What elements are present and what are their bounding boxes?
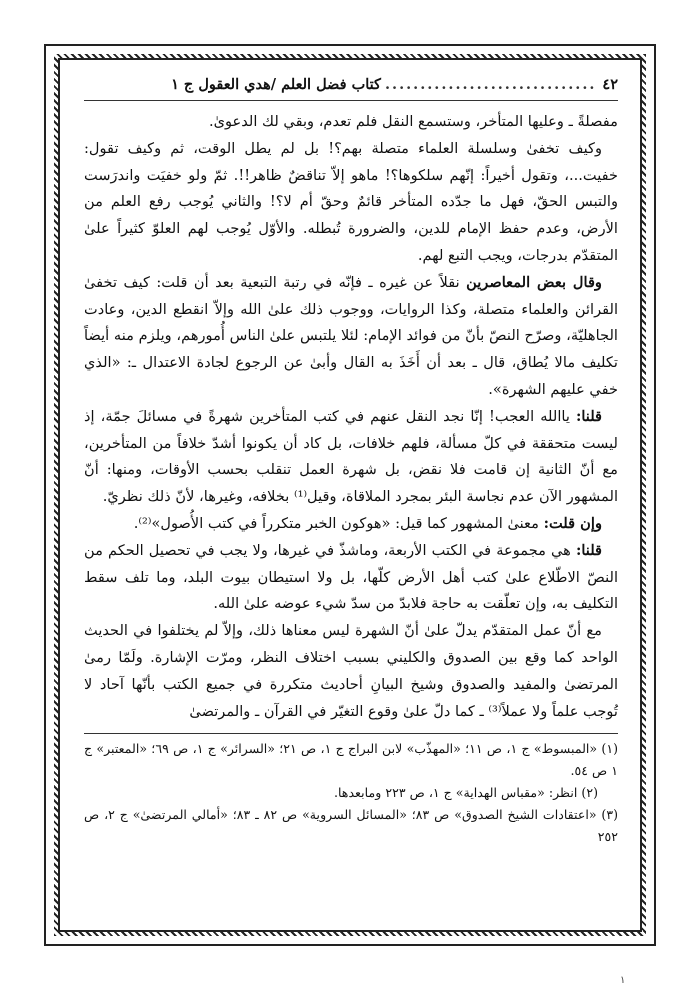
paragraph-4-lead: قلنا:: [575, 407, 602, 425]
footnote-2: (٢) انظر: «مقباس الهداية» ج ١، ص ٢٢٣ ومابعدها.: [333, 785, 598, 801]
paragraph-3: [84, 270, 618, 404]
footnote-3: (٣) «اعتقادات الشيخ الصدوق» ص ٨٣؛ «المسائل السروية» ص ٨٢ ـ ٨٣؛ «أمالي المرتضىٰ» ج ٢، ص ٢٥٢: [84, 807, 618, 845]
page-content: [84, 76, 618, 916]
footnotes: [84, 738, 618, 848]
paragraph-5-lead: وإن قلت:: [543, 514, 602, 532]
footnote-separator: [84, 733, 618, 734]
paragraph-6-lead: قلنا:: [575, 541, 602, 559]
paragraph-5: [84, 511, 618, 538]
book-title: كتاب فضل العلم /هدي العقول ج ١: [171, 76, 381, 93]
paragraph-3-text: نقلاً عن غيره ـ فإنّه في رتبة التبعية بعد أن قلت: كيف تخفىٰ القرائن والعلماء متصلة، وكذا الروايات، ووجوب ذلك علىٰ الله وإلاّ انقطع الدين، وعادت الجاهليّة، وصرّح النصّ بأنّ من فوائد الإمام: لئلا يلتبس علىٰ الناس أُمورهم، ويلزم منه أيضاً تكليف مالا يُطاق، قال ـ بعد أن أَخَذَ به القال وأبىٰ عن الرجوع لجادة الاعتدال ـ: «الذي خفي عليهم الشهرة».: [84, 273, 618, 398]
paragraph-4-text: ياالله العجب! إنّا نجد النقل عنهم في كتب المتأخرين شهرةً في مسائلَ جمّة، إذ ليست متحققة في كلّ مسألة، فلهم خلافات، بل كاد أن يكونوا أشدّ خلافاً من المتأخرين، مع أنّ الثانية إن قامت فلا نقض، بل شهرة العمل تنقلب بحسب الأوقات، ومنها: أنّ المشهور الآن عدم نجاسة البئر بمجرد الملاقاة، وقيل⁽¹⁾ بخلافه، وغيرها، لأنّ ذلك نظريّ.: [84, 407, 618, 506]
running-header: [84, 76, 618, 101]
paragraph-2: وكيف تخفىٰ وسلسلة العلماء متصلة بهم؟! بل لم يطل الوقت، ثم وكيف تقول: خفيت...، وتقول أخيراً: إنّهم سلكوها؟! ماهو إلاّ تناقضٌ ظاهر!!. ثمّ ولو خفيَت واندرَست والتبس الحقّ، فهل ما جدّده المتأخر قائمٌ وحقّ أم لا؟! والثاني يُوجب رفع العلم من الأرض، وعدم حفظ الإمام للدين، والضرورة تُبطله. والأوّل يُوجب لهم العلوّ كثيراً علىٰ المتقدّم بدرجات، ويجب التبع لهم.: [84, 139, 618, 264]
main-text: [84, 109, 618, 725]
paragraph-4: [84, 404, 618, 511]
paragraph-6: [84, 538, 618, 618]
paragraph-5-text: معنىٰ المشهور كما قيل: «هوكون الخبر متكرراً في كتب الأُصول»⁽²⁾.: [133, 514, 544, 532]
paragraph-1: مفصلةً ـ وعليها المتأخر، وستسمع النقل فلم تعدم، وبقي لك الدعوىٰ.: [208, 113, 618, 130]
paragraph-7: مع أنّ عمل المتقدّم يدلّ علىٰ أنّ الشهرة ليس معناها ذلك، وإلاّ لم يختلفوا في الحديث الواحد كما وقع بين الصدوق والكليني بسبب اختلاف النظر، ومرّت الإشارة. ولَمّا رمىٰ المرتضىٰ والمفيد والصدوق وشيخ البيانِ أحاديث متكررة في جميع الكتب بأنّها آحاد لا تُوجب علماً ولا عملاً⁽³⁾ ـ كما دلّ علىٰ وقوع التغيّر في القرآن ـ والمرتضىٰ: [84, 622, 618, 720]
header-leader-dots: ..............................: [384, 76, 597, 93]
paragraph-6-text: هي مجموعة في الكتب الأربعة، وماشذّ في غيرها، ولا يجب في تحصيل الحكم من النصّ الاطّلاع علىٰ كتب أهل الأرض كلّها، بل ولا استيطان بيوت البلد، وما تلف سقط التكليف به، وإن تعلّقت به حاجة فلابدّ من سدّ شيء عوضه علىٰ الله.: [84, 541, 618, 613]
page-number: ٤٢: [602, 76, 618, 93]
footnote-1: (١) «المبسوط» ج ١، ص ١١؛ «المهذّب» لابن البراج ج ١، ص ٢١؛ «السرائر» ج ١، ص ٦٩؛ «المعتبر» ج ١ ص ٥٤.: [84, 741, 619, 779]
corner-mark: ١: [620, 975, 626, 986]
paragraph-3-lead: وقال بعض المعاصرين: [466, 273, 602, 291]
